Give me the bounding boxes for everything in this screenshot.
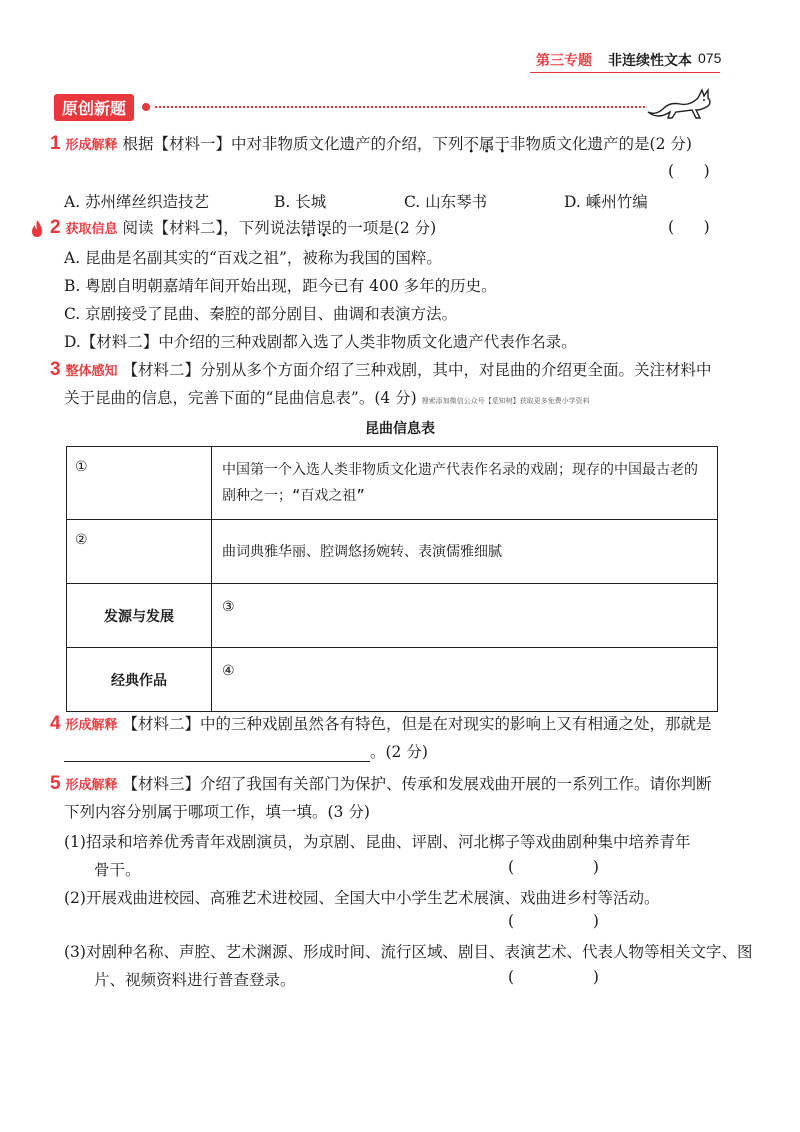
answer-line-row: 。(2 分) [64, 740, 428, 762]
emphasis-char: 于 [494, 135, 511, 153]
option-c: C. 京剧接受了昆曲、秦腔的部分剧目、曲调和表演方法。 [64, 305, 458, 323]
row-label: ② [67, 520, 212, 584]
table-row [67, 520, 718, 584]
header-rule [530, 72, 720, 73]
question-number: 2 [50, 217, 61, 238]
emphasis-char: 不 [463, 135, 479, 153]
answer-paren[interactable]: ( ) [668, 218, 710, 236]
question-text: 阅读【材料二】，下列说法 [122, 219, 301, 237]
question-number: 4 [50, 713, 61, 734]
option-a: A. 昆曲是名副其实的“百戏之祖”，被称为我国的国粹。 [64, 249, 442, 267]
page-number: 075 [698, 50, 722, 66]
question-tag: 形成解释 [65, 138, 118, 153]
row-label: 经典作品 [67, 648, 212, 712]
banner-dot [142, 103, 150, 111]
question-number: 1 [50, 133, 61, 154]
sub-item-1: (1)招录和培养优秀青年戏剧演员，为京剧、昆曲、评剧、河北梆子等戏曲剧种集中培养青年 [64, 833, 691, 851]
table-row [67, 447, 718, 520]
row-label: ① [67, 447, 212, 520]
question-number: 5 [50, 773, 61, 794]
info-table [66, 446, 718, 712]
answer-cell[interactable]: ④ [212, 648, 718, 712]
answer-blank[interactable] [64, 743, 370, 762]
option-a: A. 苏州缂丝织造技艺 [64, 193, 210, 211]
emphasis-char: 错 [300, 219, 317, 237]
question-tag: 获取信息 [65, 222, 118, 237]
question-text-cont: 关于昆曲的信息，完善下面的“昆曲信息表”。(4 分) 搜索添加微信公众号【觅知树】获取更多免费小学资料 [64, 389, 590, 407]
row-label: 发源与发展 [67, 584, 212, 648]
question-4 [50, 712, 711, 735]
flame-icon [30, 220, 44, 238]
table-row [67, 648, 718, 712]
answer-paren[interactable]: ( ) [668, 162, 710, 180]
sub-item-3-cont: 片、视频资料进行普查登录。 [94, 971, 296, 989]
question-text: 非物质文化遗产的是(2 分) [510, 135, 692, 153]
option-b: B. 粤剧自明朝嘉靖年间开始出现，距今已有 400 多年的历史。 [64, 277, 497, 295]
question-text: 【材料二】分别从多个方面介绍了三种戏剧，其中，对昆曲的介绍更全面。关注材料中 [122, 361, 712, 379]
question-text: 根据【材料一】中对非物质文化遗产的介绍，下列 [122, 135, 464, 153]
question-tag: 形成解释 [65, 718, 118, 733]
question-3 [50, 358, 711, 381]
option-d: D.【材料二】中介绍的三种戏剧都入选了人类非物质文化遗产代表作名录。 [64, 333, 577, 351]
question-text: 【材料二】中的三种戏剧虽然各有特色，但是在对现实的影响上又有相通之处，那就是 [122, 715, 712, 733]
sub-item-1-cont: 骨干。 [94, 861, 141, 879]
answer-cell[interactable]: ③ [212, 584, 718, 648]
question-text-cont: 下列内容分别属于哪项工作，填一填。(3 分) [64, 803, 370, 821]
question-text: 的一项是(2 分) [331, 219, 437, 237]
header-title: 非连续性文本 [608, 53, 692, 69]
option-c: C. 山东琴书 [404, 193, 488, 211]
question-2 [50, 216, 436, 239]
header-section: 第三专题 [536, 53, 592, 69]
answer-paren[interactable]: ( ) [508, 968, 599, 986]
table-row [67, 584, 718, 648]
emphasis-char: 误 [316, 219, 332, 237]
question-5 [50, 772, 711, 795]
sub-item-3: (3)对剧种名称、声腔、艺术渊源、形成时间、流行区域、剧目、表演艺术、代表人物等相关文字、图 [64, 943, 753, 961]
question-1 [50, 132, 692, 155]
question-text: 【材料三】介绍了我国有关部门为保护、传承和发展戏曲开展的一系列工作。请你判断 [122, 775, 712, 793]
answer-paren[interactable]: ( ) [508, 858, 599, 876]
row-content: 中国第一个入选人类非物质文化遗产代表作名录的戏剧；现存的中国最古老的剧种之一；“百戏之祖” [212, 447, 718, 520]
option-d: D. 嵊州竹编 [564, 193, 648, 211]
question-tag: 整体感知 [65, 364, 118, 379]
emphasis-char: 属 [479, 135, 495, 153]
question-number: 3 [50, 359, 61, 380]
banner-dotted-rule [155, 106, 645, 108]
watermark-note: 搜索添加微信公众号【觅知树】获取更多免费小学资料 [421, 397, 590, 405]
answer-paren[interactable]: ( ) [508, 912, 599, 930]
row-content: 曲词典雅华丽、腔调悠扬婉转、表演儒雅细腻 [212, 520, 718, 584]
cat-icon [646, 82, 720, 122]
question-tag: 形成解释 [65, 778, 118, 793]
sub-item-2: (2)开展戏曲进校园、高雅艺术进校园、全国大中小学生艺术展演、戏曲进乡村等活动。 [64, 889, 660, 907]
table-title: 昆曲信息表 [365, 421, 435, 437]
section-banner: 原创新题 [54, 94, 134, 121]
option-b: B. 长城 [274, 193, 327, 211]
